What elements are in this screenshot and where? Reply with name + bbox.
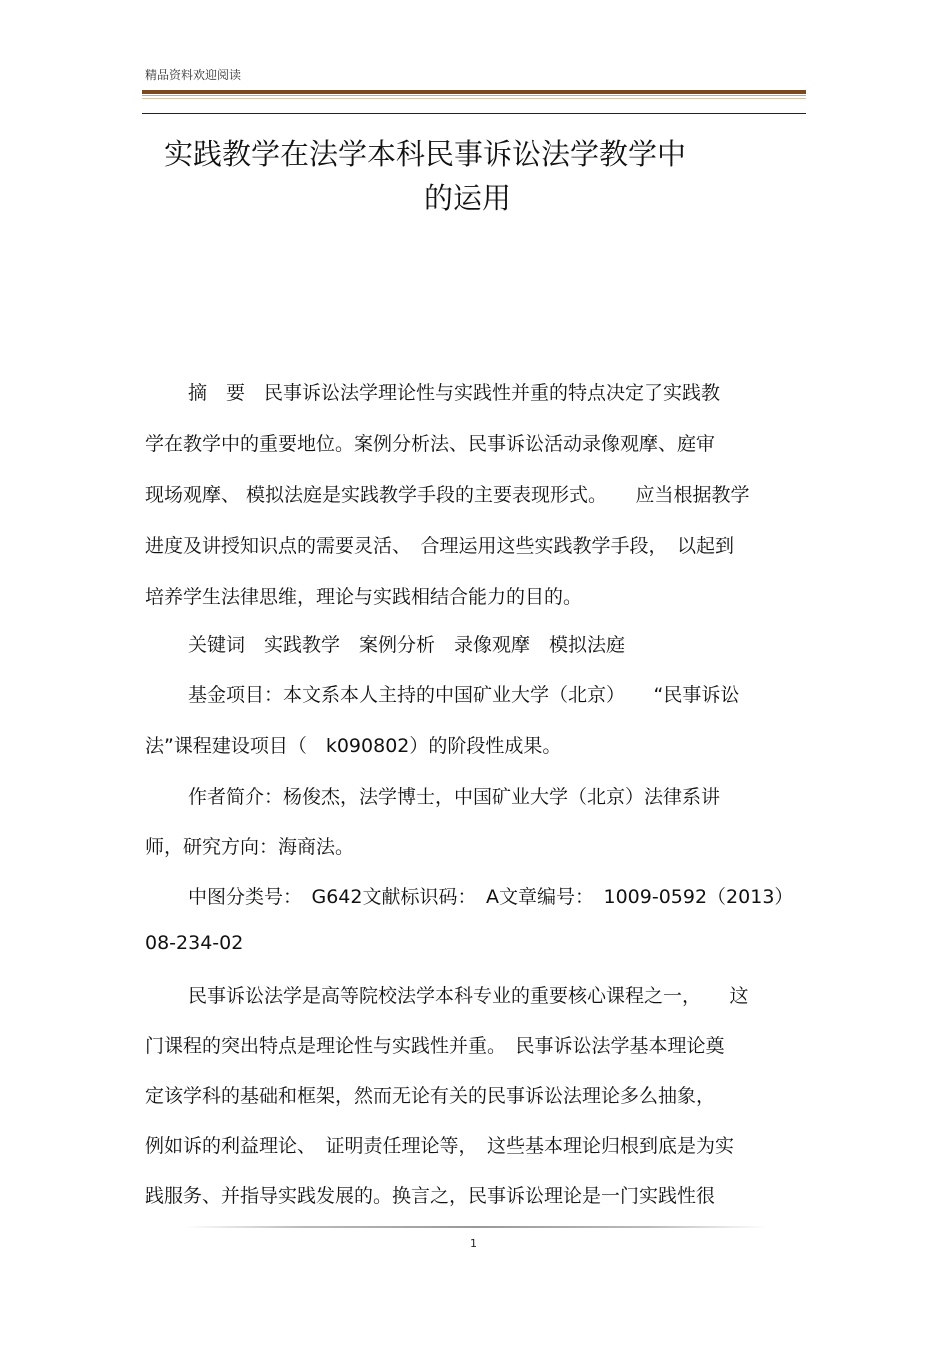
header-rule-thin: [142, 95, 806, 96]
footer-rule: [185, 1226, 767, 1228]
body-line: 摘 要 民事诉讼法学理论性与实践性并重的特点决定了实践教: [188, 382, 721, 404]
body-line: 现场观摩、 模拟法庭是实践教学手段的主要表现形式。 应当根据教学: [145, 484, 750, 506]
body-line: 08-234-02: [145, 932, 244, 954]
header-rule-thin-2: [142, 98, 806, 99]
body-line: 学在教学中的重要地位。案例分析法、民事诉讼活动录像观摩、庭审: [145, 433, 716, 455]
document-title-line-1: 实践教学在法学本科民事诉讼法学教学中: [164, 137, 687, 171]
body-line: 培养学生法律思维，理论与实践相结合能力的目的。: [145, 586, 583, 608]
keywords-line: 关键词 实践教学 案例分析 录像观摩 模拟法庭: [188, 634, 626, 656]
body-line: 师，研究方向：海商法。: [145, 836, 355, 858]
header-text: 精品资料欢迎阅读: [145, 68, 242, 82]
body-line: 基金项目：本文系本人主持的中国矿业大学（北京） “民事诉讼: [188, 684, 740, 706]
body-line: 中图分类号： G642文献标识码： A文章编号： 1009-0592（2013）: [188, 886, 794, 908]
body-line: 定该学科的基础和框架，然而无论有关的民事诉讼法理论多么抽象，: [145, 1085, 716, 1107]
body-line: 民事诉讼法学是高等院校法学本科专业的重要核心课程之一， 这: [188, 985, 749, 1007]
body-line: 例如诉的利益理论、 证明责任理论等， 这些基本理论归根到底是为实: [145, 1135, 735, 1157]
body-line: 门课程的突出特点是理论性与实践性并重。 民事诉讼法学基本理论奠: [145, 1035, 725, 1057]
document-title-line-2: 的运用: [424, 181, 512, 215]
header-rule-thick: [142, 90, 806, 94]
body-line: 法”课程建设项目（ k090802）的阶段性成果。: [145, 735, 562, 757]
body-line: 进度及讲授知识点的需要灵活、 合理运用这些实践教学手段， 以起到: [145, 535, 735, 557]
title-rule: [142, 113, 806, 114]
page-number: 1: [470, 1237, 477, 1250]
body-line: 作者简介：杨俊杰，法学博士，中国矿业大学（北京）法律系讲: [188, 786, 721, 808]
body-line: 践服务、并指导实践发展的。换言之，民事诉讼理论是一门实践性很: [145, 1185, 716, 1207]
